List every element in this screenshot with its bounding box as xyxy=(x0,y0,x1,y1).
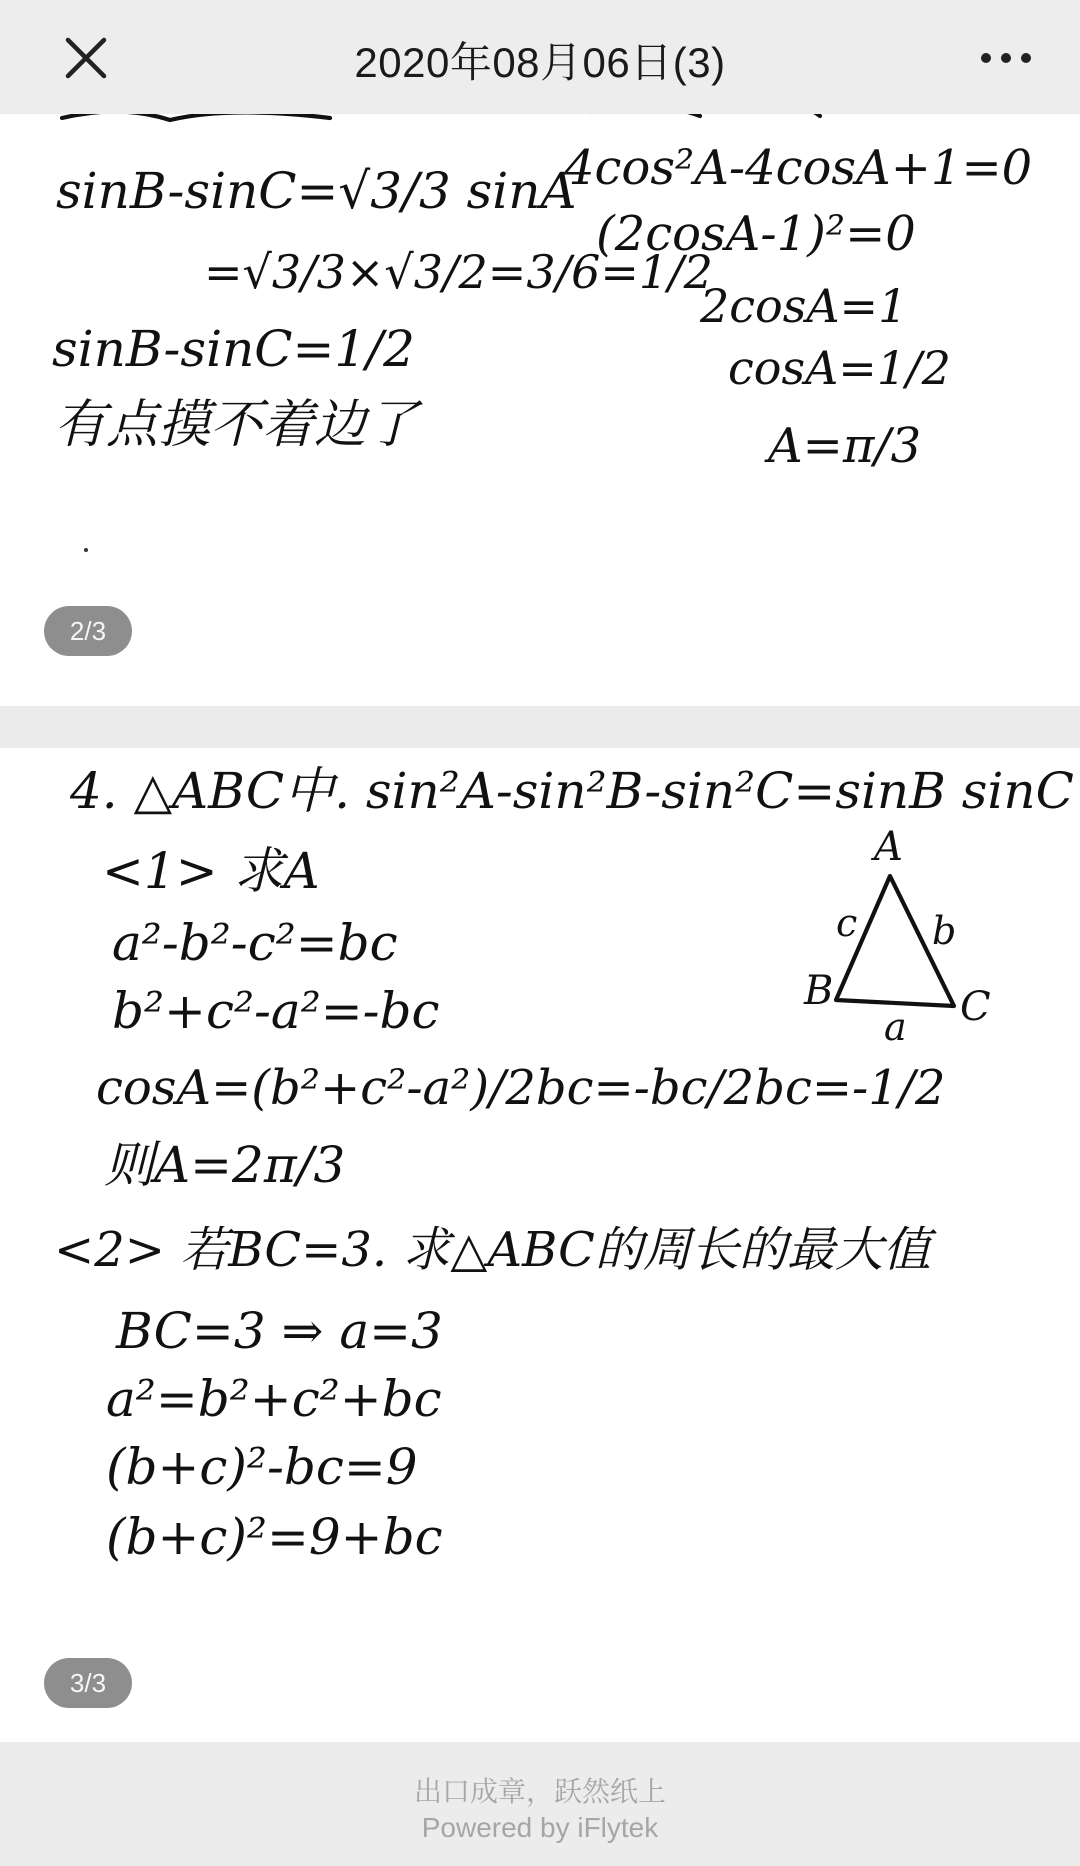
triangle-vertex-a: A xyxy=(874,824,903,870)
triangle-vertex-c: C xyxy=(960,984,991,1030)
footer xyxy=(0,1748,1080,1866)
more-dots-icon[interactable] xyxy=(976,48,1036,68)
hw-part2-line-4: (b+c)²=9+bc xyxy=(106,1508,443,1566)
hw-part1-line-1: a²-b²-c²=bc xyxy=(112,914,398,972)
hw-part1-heading: <1> 求A xyxy=(102,842,320,900)
note-page-3 xyxy=(0,748,1080,1742)
handwriting-page-3 xyxy=(0,748,1080,1742)
hw-part2-line-3: (b+c)²-bc=9 xyxy=(106,1438,418,1496)
hw-line-right-4: cosA=1/2 xyxy=(728,341,951,395)
hw-part2-heading: <2> 若BC=3. 求△ABC的周长的最大值 xyxy=(54,1222,931,1278)
top-bar xyxy=(0,0,1080,114)
hw-part1-line-2: b²+c²-a²=-bc xyxy=(112,982,440,1040)
footer-slogan: 出口成章，跃然纸上 xyxy=(413,1776,666,1807)
triangle-side-a: a xyxy=(884,1005,907,1049)
page-indicator-badge: 3/3 xyxy=(44,1658,132,1708)
hw-part1-line-4: 则A=2π/3 xyxy=(104,1136,346,1194)
hw-part2-line-1: BC=3 ⇒ a=3 xyxy=(116,1302,443,1360)
hw-line-left-1: sinB-sinC=√3/3 sinA xyxy=(56,162,577,220)
hw-line-right-5: A=π/3 xyxy=(768,418,922,474)
hw-line-right-1: 4cos²A-4cosA+1=0 xyxy=(564,140,1033,196)
triangle-side-c: c xyxy=(836,901,858,945)
footer-powered-by: Powered by iFlytek xyxy=(421,1812,659,1843)
hw-part1-line-3: cosA=(b²+c²-a²)/2bc=-bc/2bc=-1/2 xyxy=(96,1060,946,1116)
hw-part2-line-2: a²=b²+c²+bc xyxy=(106,1370,442,1428)
hw-line-right-2: (2cosA-1)²=0 xyxy=(596,206,916,262)
triangle-vertex-b: B xyxy=(804,968,834,1014)
hw-line-left-3: sinB-sinC=1/2 xyxy=(52,320,415,378)
hw-line-right-3: 2cosA=1 xyxy=(700,279,908,333)
hw-line-left-2: =√3/3×√3/2=3/6=1/2 xyxy=(204,245,713,299)
hw-problem-statement: 4. △ABC中. sin²A-sin²B-sin²C=sinB sinC xyxy=(70,762,1074,820)
triangle-side-b: b xyxy=(932,909,957,953)
page-indicator-badge: 2/3 xyxy=(44,606,132,656)
hw-line-left-4: 有点摸不着边了 xyxy=(54,395,419,455)
page-title: 2020年08月06日(3) xyxy=(354,39,726,86)
